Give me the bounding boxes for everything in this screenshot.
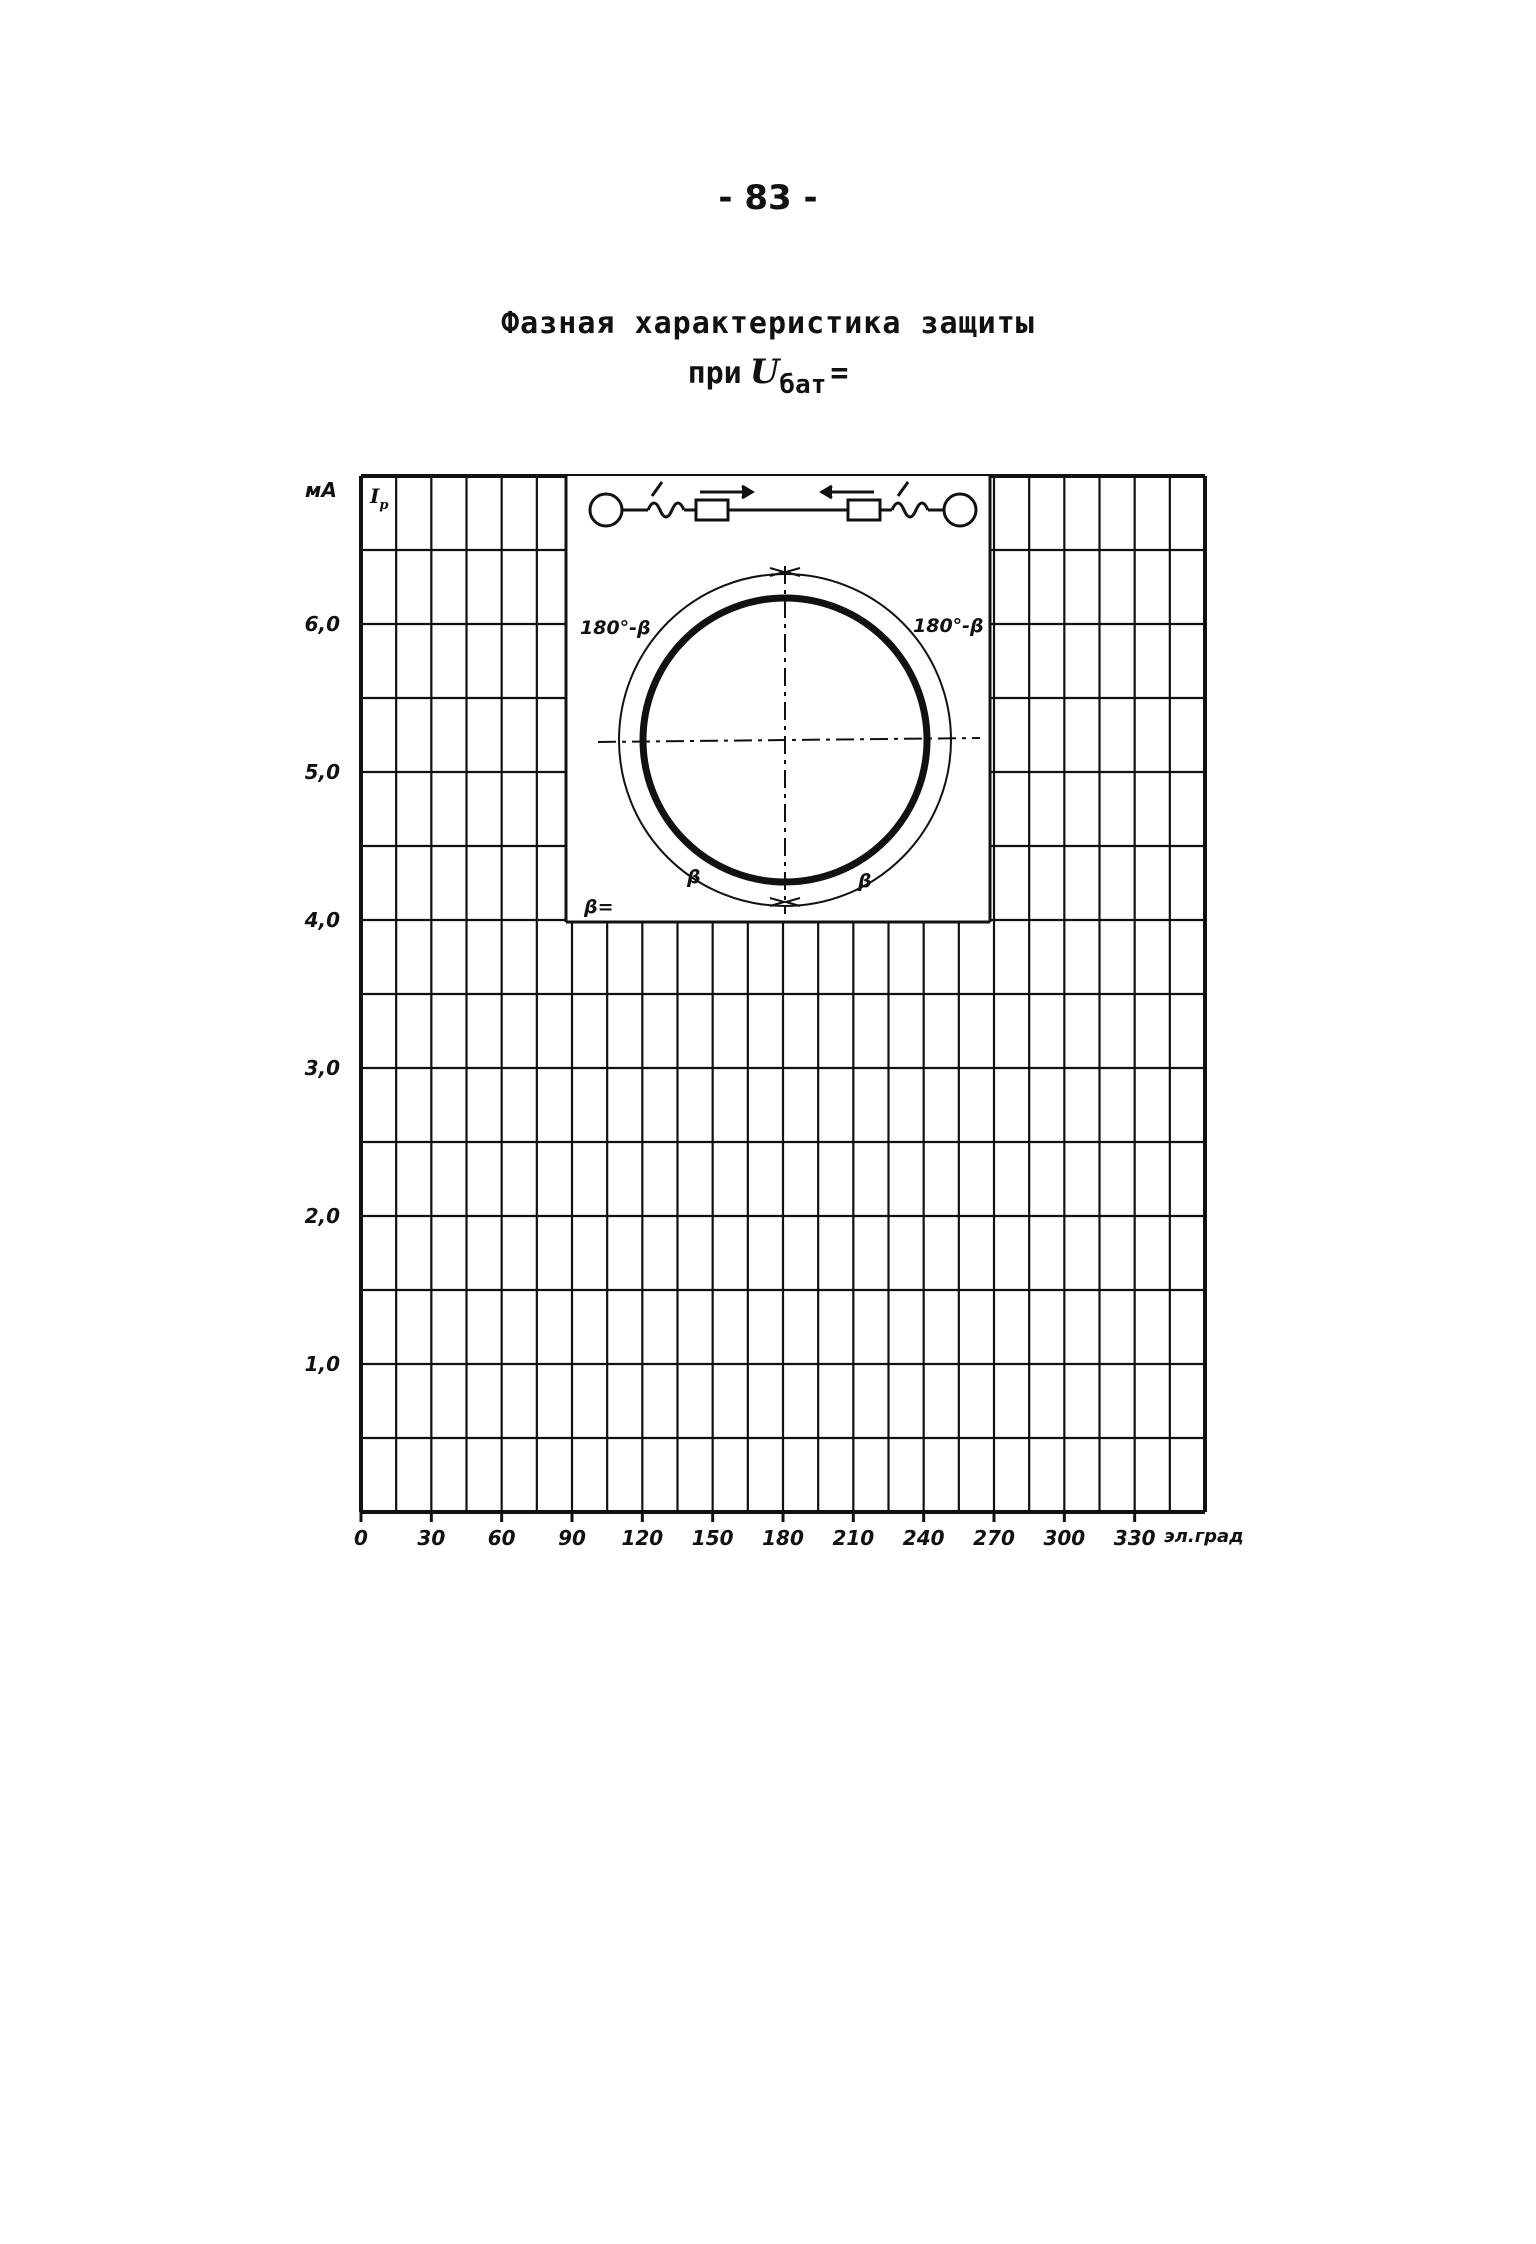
inset-background <box>566 476 990 922</box>
subtitle-subscript: бат <box>779 370 827 400</box>
y-axis-name-text: I <box>370 484 380 508</box>
inset-bottom-right-label: β <box>858 870 872 892</box>
page-number: - 83 - <box>718 178 818 218</box>
y-tick-label: 5,0 <box>304 760 340 784</box>
x-tick-label: 30 <box>417 1526 446 1550</box>
x-tick-label: 90 <box>558 1526 586 1550</box>
x-tick-label: 270 <box>973 1526 1015 1550</box>
y-tick-label: 4,0 <box>304 908 340 932</box>
x-axis-unit: эл.град <box>1164 1526 1244 1547</box>
y-tick-label: 1,0 <box>304 1352 340 1376</box>
x-tick-label: 0 <box>354 1526 368 1550</box>
x-tick-label: 240 <box>902 1526 945 1550</box>
y-tick-label: 2,0 <box>304 1204 340 1228</box>
y-axis-unit: мА <box>305 478 337 502</box>
y-tick-label: 6,0 <box>304 612 340 636</box>
y-axis-name <box>370 484 388 513</box>
x-tick-label: 300 <box>1043 1526 1086 1550</box>
inset-left-arc-label: 180°-β <box>580 617 651 639</box>
x-tick-label: 330 <box>1113 1526 1156 1550</box>
inset-corner-label: β= <box>584 896 614 918</box>
inset-right-arc-label: 180°-β <box>913 615 984 637</box>
subtitle-prefix: при <box>687 356 742 391</box>
y-tick-label: 3,0 <box>304 1056 340 1080</box>
inset-bottom-left-label: β <box>687 866 701 888</box>
subtitle-symbol: U <box>749 352 780 392</box>
y-axis-name-subscript: р <box>379 498 389 513</box>
x-tick-label: 210 <box>832 1526 875 1550</box>
x-tick-label: 150 <box>691 1526 734 1550</box>
x-tick-label: 180 <box>762 1526 804 1550</box>
subtitle-suffix: = <box>830 356 849 391</box>
x-tick-label: 60 <box>487 1526 516 1550</box>
inset-diagram <box>566 476 990 922</box>
x-tick-label: 120 <box>621 1526 664 1550</box>
chart-title: Фазная характеристика защиты <box>501 306 1035 341</box>
